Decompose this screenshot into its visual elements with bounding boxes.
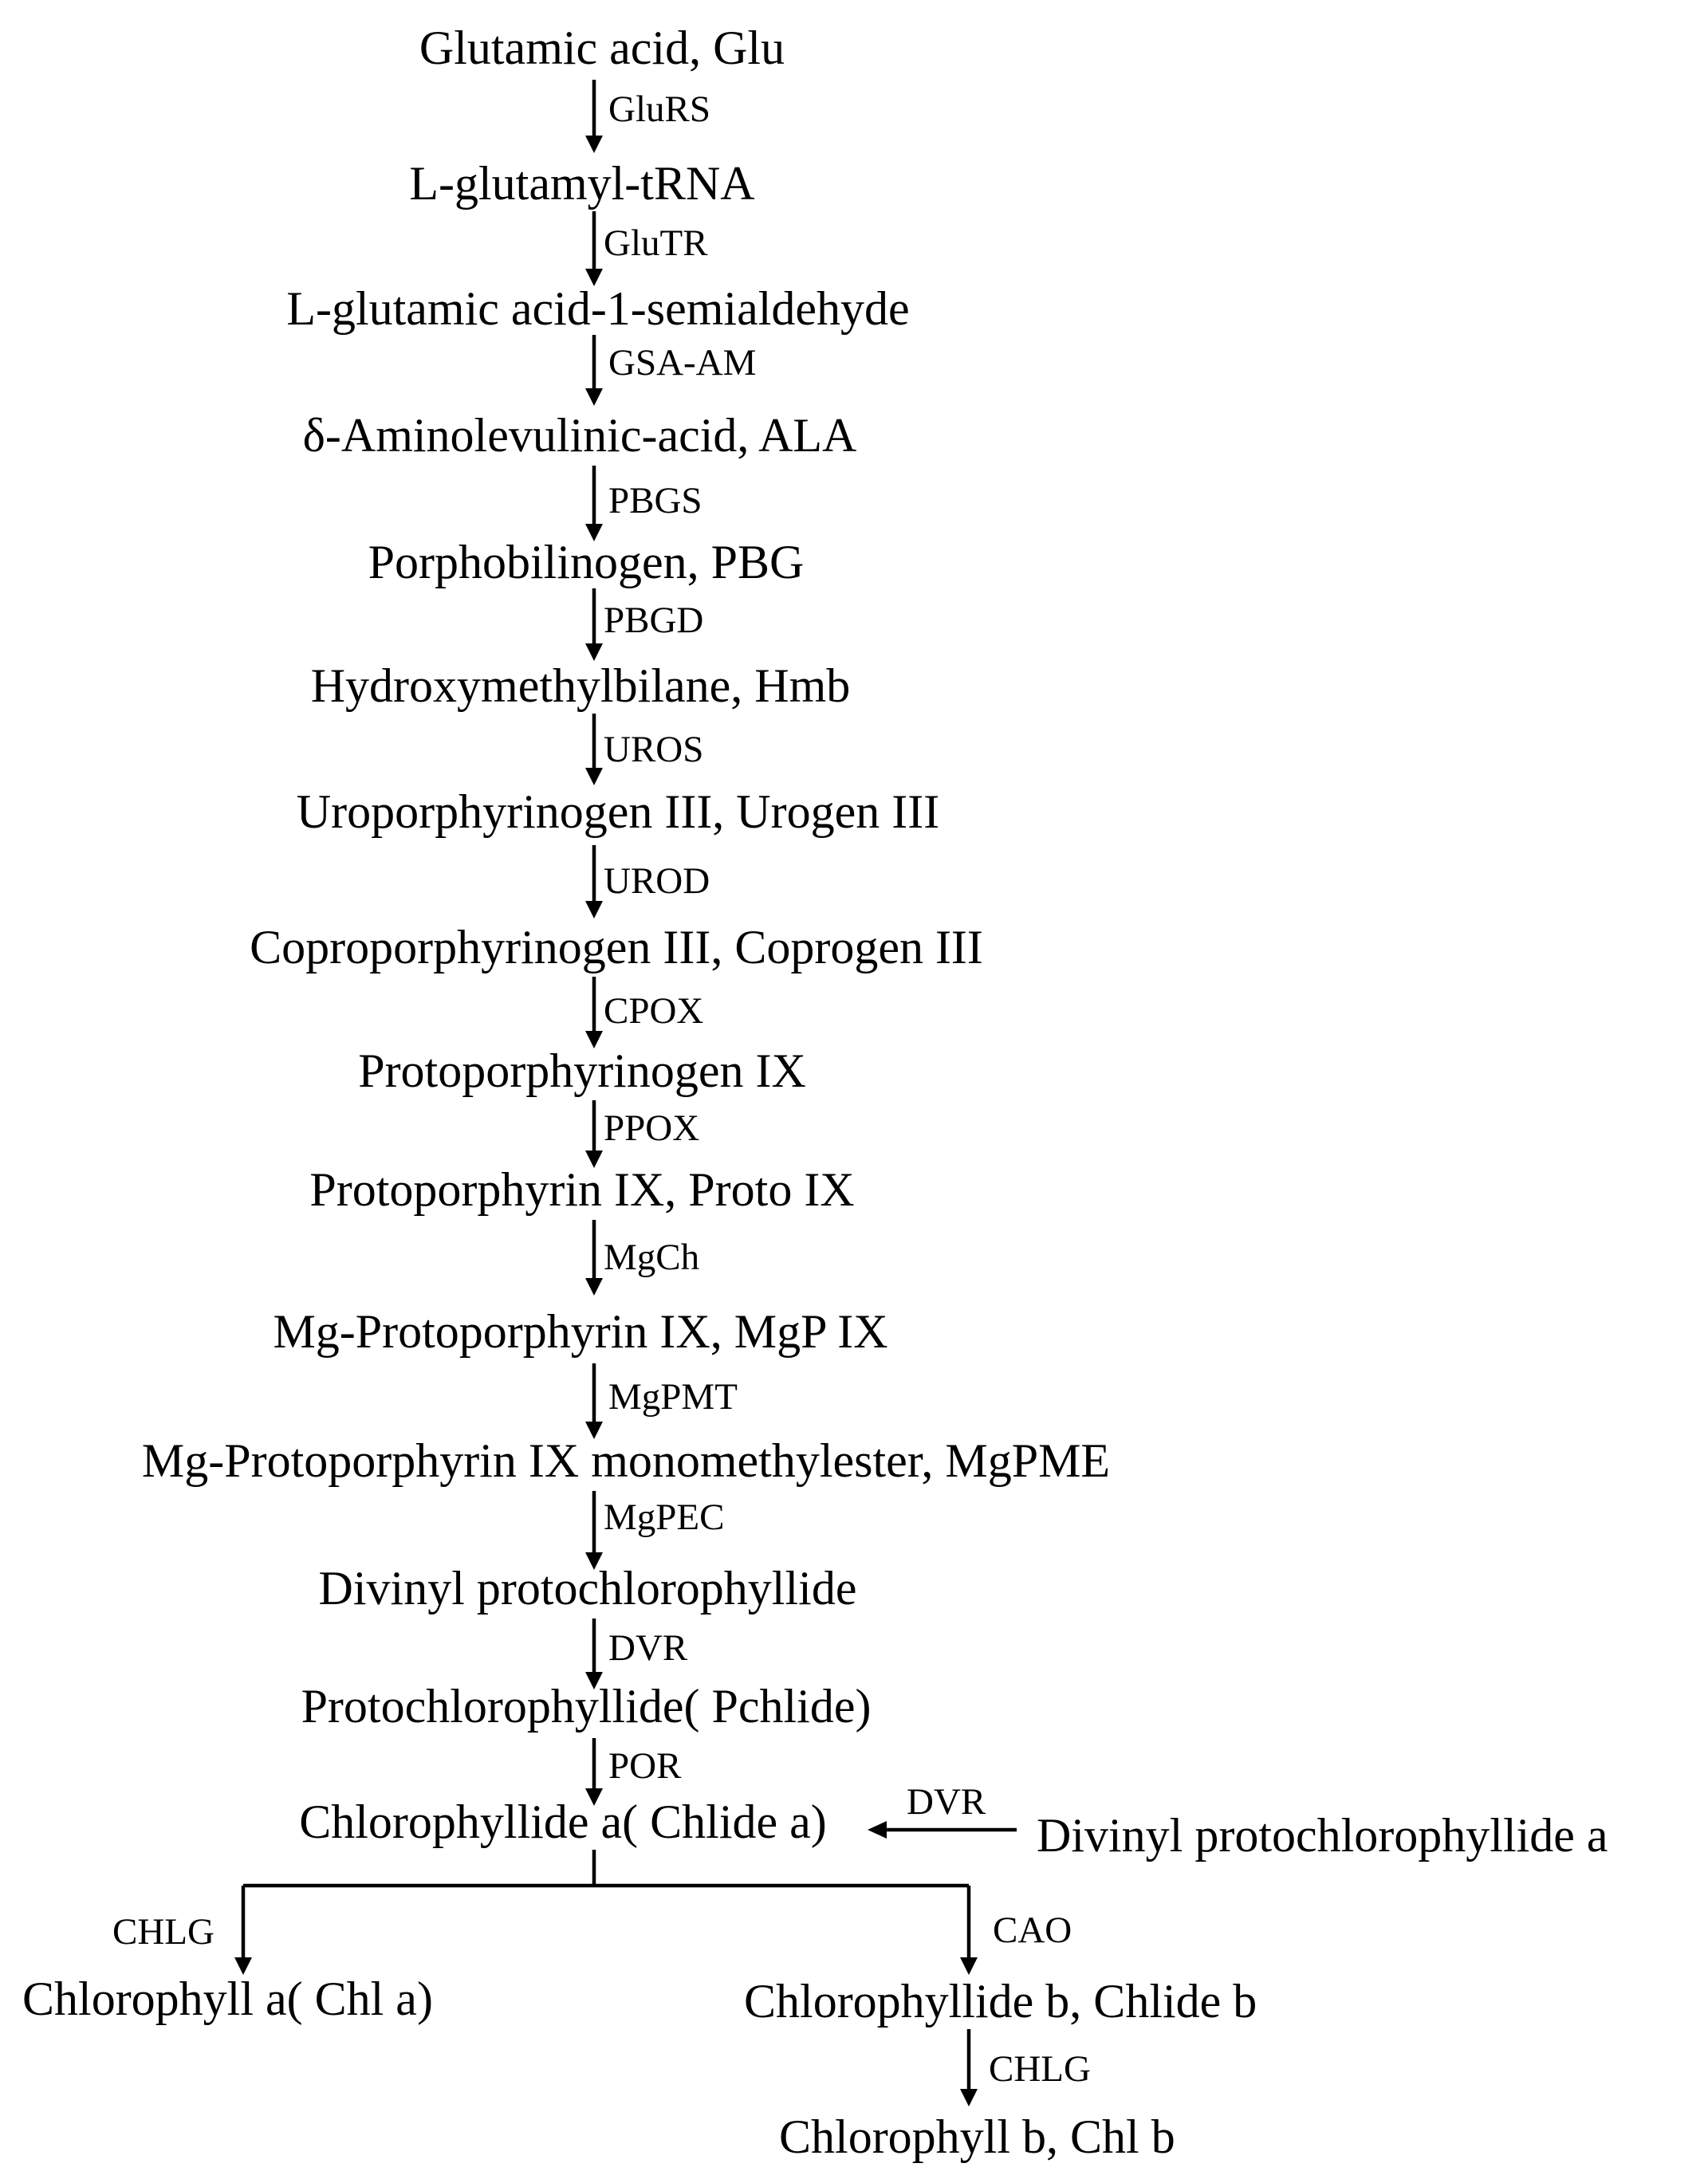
enzyme-pbgd: PBGD (604, 600, 704, 641)
compound-dv-pchlide-a: Divinyl protochlorophyllide a (1037, 1809, 1608, 1862)
compound-chlide-b: Chlorophyllide b, Chlide b (744, 1975, 1257, 2028)
enzyme-dvr: DVR (608, 1627, 688, 1669)
compound-labels (22, 22, 1608, 2163)
compound-pbg: Porphobilinogen, PBG (368, 536, 805, 588)
enzyme-ppox: PPOX (604, 1107, 700, 1149)
compound-proto: Protoporphyrin IX, Proto IX (309, 1163, 855, 1216)
enzyme-pbgs: PBGS (608, 480, 702, 521)
compound-mgp: Mg-Protoporphyrin IX, MgP IX (273, 1305, 888, 1358)
enzyme-por: POR (608, 1745, 682, 1787)
compound-chl-b: Chlorophyll b, Chl b (779, 2110, 1175, 2163)
enzyme-chlg-a: CHLG (112, 1911, 214, 1953)
enzyme-chlg-b: CHLG (989, 2048, 1091, 2090)
enzyme-cpox: CPOX (604, 990, 704, 1032)
enzyme-dvr-side: DVR (907, 1781, 986, 1823)
compound-urogen: Uroporphyrinogen III, Urogen III (296, 785, 940, 838)
compound-hmb: Hydroxymethylbilane, Hmb (310, 659, 851, 712)
compound-ala: δ-Aminolevulinic-acid, ALA (302, 409, 857, 462)
enzyme-mgpmt: MgPMT (608, 1376, 738, 1418)
compound-mgpme: Mg-Protoporphyrin IX monomethylester, MgPME (141, 1434, 1111, 1487)
enzyme-uros: UROS (604, 729, 704, 770)
compound-protogen: Protoporphyrinogen IX (358, 1044, 806, 1097)
compound-dv-pchlide: Divinyl protochlorophyllide (318, 1562, 857, 1615)
compound-gsa: L-glutamic acid-1-semialdehyde (286, 282, 910, 335)
enzyme-mgch: MgCh (604, 1237, 700, 1278)
enzyme-glurs: GluRS (608, 88, 710, 130)
compound-chl-a: Chlorophyll a( Chl a) (22, 1973, 433, 2025)
enzyme-cao: CAO (993, 1910, 1072, 1951)
compound-glutamyl-trna: L-glutamyl-tRNA (409, 157, 755, 210)
enzyme-gsa-am: GSA-AM (608, 342, 757, 383)
enzyme-glutr: GluTR (604, 222, 708, 264)
enzyme-mgpec: MgPEC (604, 1497, 725, 1538)
compound-coprogen: Coproporphyrinogen III, Coprogen III (250, 921, 983, 973)
enzyme-urod: UROD (604, 860, 710, 902)
side-arrow-dvr (868, 1821, 1017, 1839)
compound-pchlide: Protochlorophyllide( Pchlide) (301, 1680, 872, 1733)
compound-glu: Glutamic acid, Glu (419, 22, 785, 74)
compound-chlide-a: Chlorophyllide a( Chlide a) (299, 1796, 827, 1848)
